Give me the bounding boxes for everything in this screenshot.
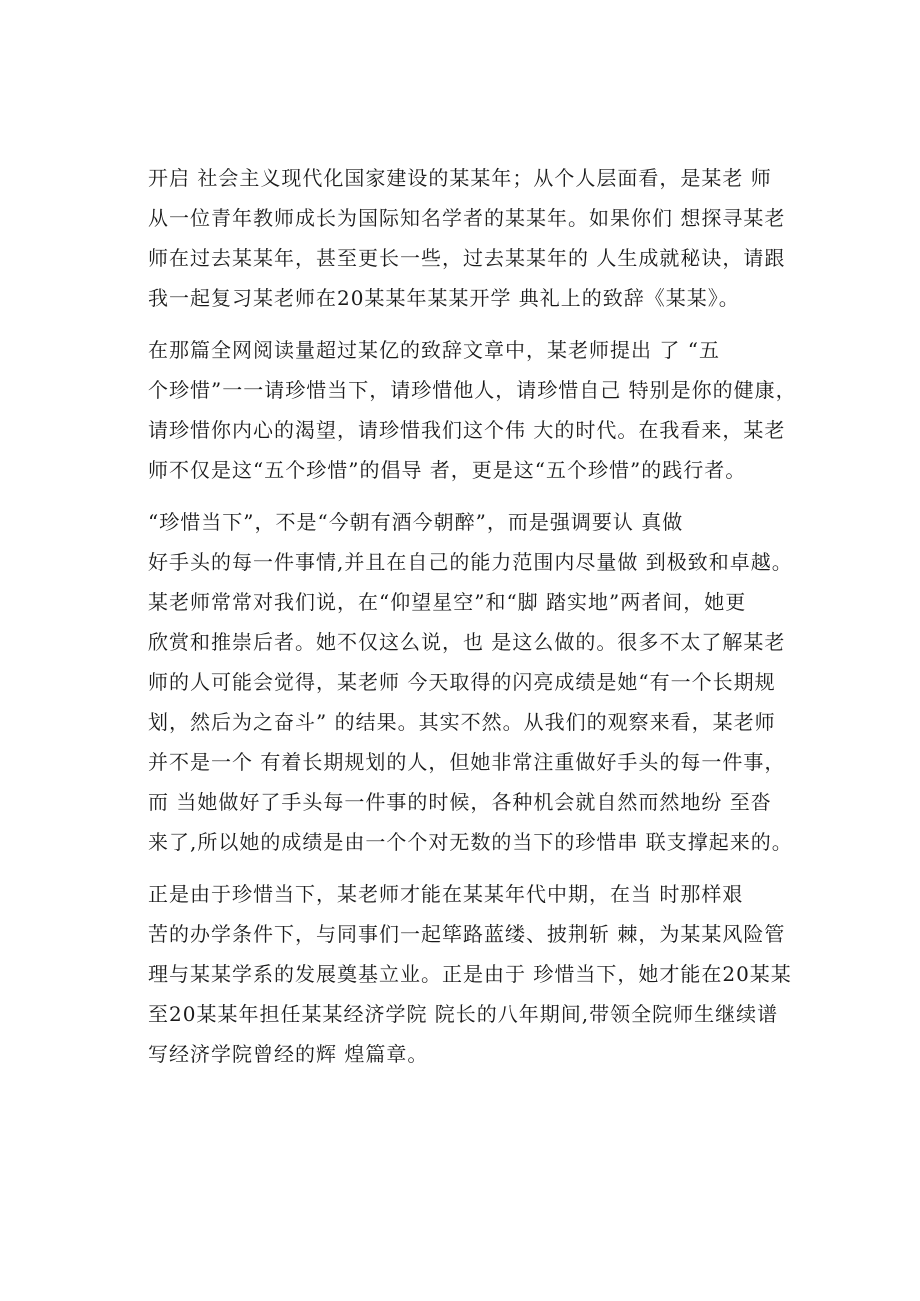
text-line: 并不是一个 有着长期规划的人，但她非常注重做好手头的每一件事， (148, 750, 786, 774)
paragraph-4 (148, 874, 808, 1074)
text-line: 从一位青年教师成长为国际知名学者的某某年。如果你们 想探寻某老 (148, 206, 786, 230)
text-line: 我一起复习某老师在20某某年某某开学 典礼上的致辞《某某》。 (148, 286, 740, 310)
paragraph-gap (148, 318, 808, 330)
paragraph-gap (148, 862, 808, 874)
text-line: 师的人可能会觉得，某老师 今天取得的闪亮成绩是她“有一个长期规 (148, 670, 776, 694)
text-line: 师在过去某某年，甚至更长一些，过去某某年的 人生成就秘诀，请跟 (148, 246, 786, 270)
text-line: 来了,所以她的成绩是由一个个对无数的当下的珍惜串 联支撑起来的。 (148, 830, 793, 854)
text-line: 在那篇全网阅读量超过某亿的致辞文章中，某老师提出 了 “五 (148, 338, 720, 362)
paragraph-3 (148, 502, 808, 862)
text-line: 理与某某学系的发展奠基立业。正是由于 珍惜当下，她才能在20某某 (148, 962, 792, 986)
text-line: 开启 社会主义现代化国家建设的某某年；从个人层面看，是某老 师 (148, 166, 772, 190)
text-line: 至20某某年担任某某经济学院 院长的八年期间,带领全院师生继续谱 (148, 1002, 779, 1026)
paragraph-2 (148, 330, 808, 490)
paragraph-gap (148, 490, 808, 502)
text-line: 划，然后为之奋斗” 的结果。其实不然。从我们的观察来看，某老师 (148, 710, 776, 734)
text-line: 苦的办学条件下，与同事们一起筚路蓝缕、披荆斩 棘，为某某风险管 (148, 922, 786, 946)
text-line: 写经济学院曾经的辉 煌篇章。 (148, 1042, 429, 1066)
text-line: 好手头的每一件事情,并且在自己的能力范围内尽量做 到极致和卓越。 (148, 550, 793, 574)
text-line: 个珍惜”一一请珍惜当下，请珍惜他人，请珍惜自己 特别是你的健康， (148, 378, 797, 402)
text-line: 正是由于珍惜当下，某老师才能在某某年代中期，在当 时那样艰 (148, 882, 744, 906)
text-line: 欣赏和推崇后者。她不仅这么说，也 是这么做的。很多不太了解某老 (148, 630, 786, 654)
document-body (148, 158, 808, 1074)
text-line: 某老师常常对我们说，在“仰望星空”和“脚 踏实地”两者间，她更 (148, 590, 747, 614)
text-line: 请珍惜你内心的渴望，请珍惜我们这个伟 大的时代。在我看来，某老 (148, 418, 786, 442)
text-line: 师不仅是这“五个珍惜”的倡导 者，更是这“五个珍惜”的践行者。 (148, 458, 747, 482)
text-line: “珍惜当下”，不是“今朝有酒今朝醉”，而是强调要认 真做 (148, 510, 684, 534)
paragraph-1 (148, 158, 808, 318)
text-line: 而 当她做好了手头每一件事的时候，各种机会就自然而然地纷 至沓 (148, 790, 772, 814)
